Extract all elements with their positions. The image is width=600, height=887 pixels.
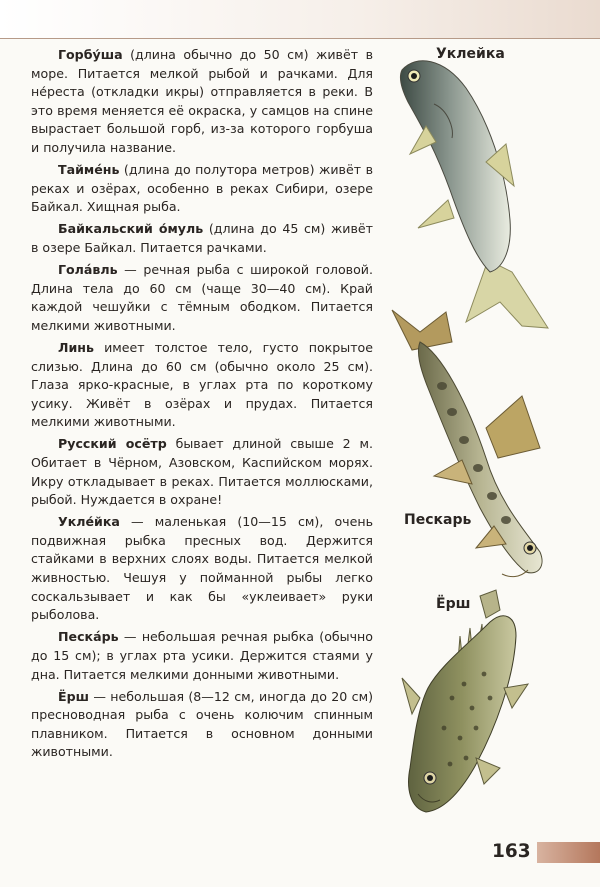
page-number-band <box>537 842 600 863</box>
entry-text: (длина до 45 см) живёт в озере Байкал. Питается рачками. <box>31 221 373 255</box>
entry-gorbusha <box>31 46 373 158</box>
yorsh-label: Ёрш <box>436 596 471 612</box>
entry-term: Укле́йка <box>58 514 120 530</box>
entry-term: Линь <box>58 339 94 355</box>
entry-golavl <box>31 261 373 335</box>
entry-text: (длина до полутора метров) живёт в реках и озёрах, особенно в реках Сибири, озере Байкал. Хищная рыба. <box>31 162 373 215</box>
yorsh-illustration <box>400 588 534 824</box>
entry-text: бывает длиной свыше 2 м. Обитает в Чёрном, Азовском, Каспийском морях. Икру откладывает в реках. Питается моллюсками, рыбой. Нуждается в охране! <box>31 436 373 508</box>
ukleyka-label: Уклейка <box>436 46 505 62</box>
entry-omul <box>31 220 373 257</box>
entry-osetr <box>31 435 373 509</box>
entry-term: Таймéнь <box>58 162 120 178</box>
entry-text: — маленькая (10—15 см), очень подвижная рыбка пресных вод. Держится стайками в верхних слоях воды. Питается мелкой живностью. Чешуя у пойманной рыбы легко соскальзывает и как бы «уклеивает» руки рыболова. <box>31 514 373 623</box>
entry-ukleyka <box>31 513 373 625</box>
entry-peskar <box>31 628 373 684</box>
text-column <box>31 46 373 765</box>
peskar-label: Пескарь <box>404 512 472 528</box>
ukleyka-illustration <box>388 50 560 332</box>
entry-lin <box>31 339 373 432</box>
peskar-illustration <box>390 308 558 584</box>
entry-term: Голáвль <box>58 262 118 278</box>
entry-text: имеет толстое тело, густо покрытое слизью. Длина до 60 см (обычно около 25 см). Глаза ярко-красные, в углах рта по короткому усику. Живёт в озёрах и прудах. Питается мелкими животными. <box>31 339 373 430</box>
entry-text: — речная рыба с широкой головой. Длина тела до 60 см (чаще 30—40 см). Край каждой чешуйки с тёмным ободком. Питается мелкими животными. <box>31 262 373 333</box>
header-band <box>0 0 600 39</box>
entry-taimen <box>31 161 373 217</box>
page-number: 163 <box>492 841 531 862</box>
entry-yorsh <box>31 688 373 762</box>
entry-text: — небольшая (8—12 см, иногда до 20 см) пресноводная рыба с очень колючим спинным плавником. Питается в основном донными животными. <box>31 688 373 760</box>
entry-term: Русский осётр <box>58 436 167 452</box>
entry-term: Байкальский о́муль <box>58 221 204 237</box>
entry-term: Горбу́ша <box>58 47 123 62</box>
entry-text: — небольшая речная рыбка (обычно до 15 см); в углах рта усики. Держится стаями у дна. Питается мелкими донными животными. <box>31 629 373 682</box>
entry-term: Пескáрь <box>58 629 119 645</box>
entry-text: (длина обычно до 50 см) живёт в море. Питается мелкой рыбой и рачками. Для не́реста (откладки икры) отправляется в реки. В это время меняется её окраска, у самцов на спине вырастает большой горб, из-за которого горбуша и получила название. <box>31 47 373 155</box>
entry-term: Ёрш <box>58 688 89 704</box>
